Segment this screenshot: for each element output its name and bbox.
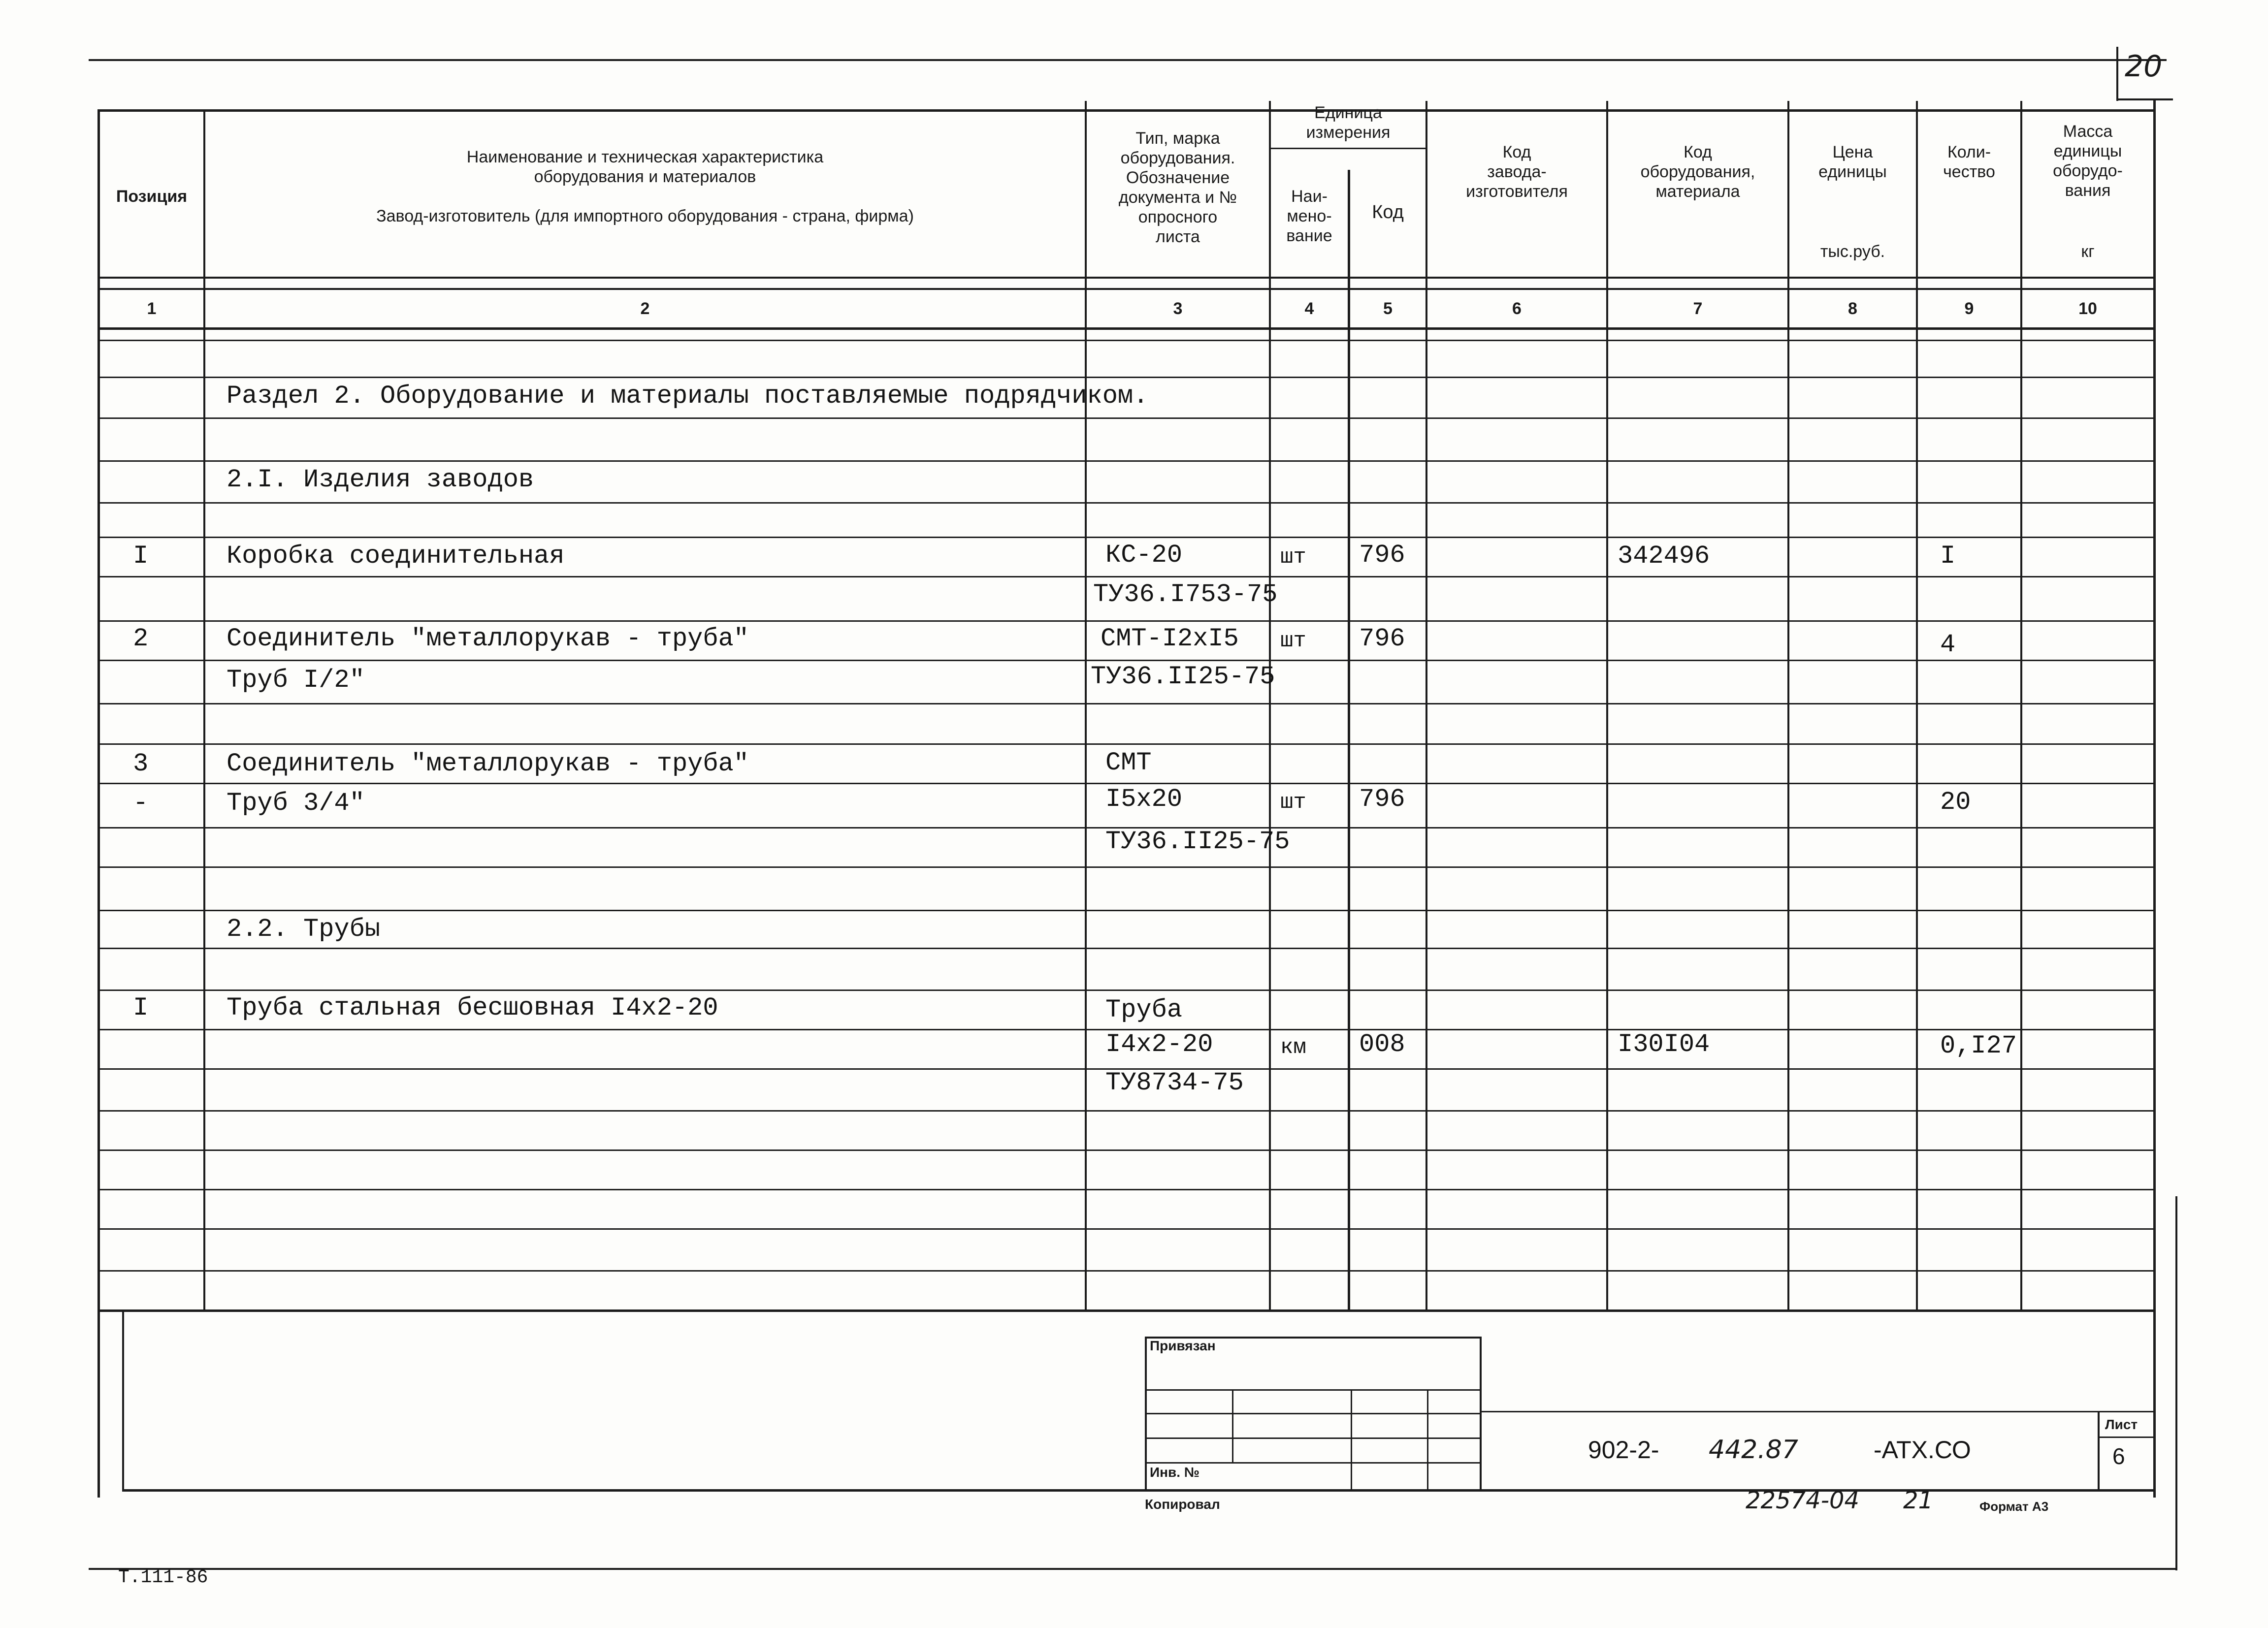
header-plant-code-1: Код <box>1502 143 1531 161</box>
col-divider-8 <box>1916 101 1918 1310</box>
header-mass-unit: кг <box>2081 242 2095 261</box>
row-type: ТУ36.II25-75 <box>1105 827 1290 856</box>
attach-box-vline <box>1427 1389 1428 1490</box>
header-mat-code-3: материала <box>1655 182 1740 201</box>
row-position: I <box>133 542 149 571</box>
row-position: 3 <box>133 749 149 778</box>
table-bottom-line <box>100 1309 2156 1312</box>
header-plant-code-2: завода- <box>1487 162 1547 181</box>
doc-code-handwritten: 442.87 <box>1709 1435 1798 1465</box>
header-mass-2: единицы <box>2053 142 2122 160</box>
row-line <box>100 783 2153 784</box>
row-mat-code: 342496 <box>1618 542 1710 571</box>
doc-code-suffix: -АТХ.СО <box>1874 1436 1971 1464</box>
row-qty: I <box>1940 542 1956 571</box>
col-divider-7 <box>1787 101 1789 1310</box>
col-divider-5 <box>1426 101 1427 1310</box>
col-number-6: 6 <box>1512 299 1522 318</box>
row-name: Труба стальная бесшовная I4x2-20 <box>227 993 718 1022</box>
row-line <box>100 703 2153 704</box>
doc-code-prefix: 902-2- <box>1588 1436 1659 1464</box>
header-unitname-3: вание <box>1286 226 1332 245</box>
col-divider-1 <box>203 109 205 1310</box>
row-type: ТУ36.II25-75 <box>1091 662 1275 691</box>
row-name: Соединитель "металлорукав - труба" <box>227 749 749 778</box>
row-qty: 0,I27 <box>1940 1031 2017 1060</box>
sheet-corner-number: 20 <box>2125 49 2163 84</box>
row-line <box>100 660 2153 661</box>
header-plant-code-3: изготовителя <box>1466 182 1568 201</box>
row-line <box>100 948 2153 949</box>
archive-number-2: 21 <box>1903 1487 1934 1514</box>
subsection-heading: 2.2. Трубы <box>227 915 381 944</box>
header-mass-1: Масса <box>2063 122 2113 141</box>
header-bottom-line <box>97 277 2156 279</box>
row-type: СМТ-I2xI5 <box>1101 624 1239 653</box>
row-line <box>100 620 2153 622</box>
col-number-3: 3 <box>1173 299 1183 318</box>
row-line <box>100 1270 2153 1272</box>
row-code: 008 <box>1359 1030 1405 1059</box>
row-type: I5x20 <box>1105 785 1183 814</box>
attach-box-vline <box>1232 1389 1233 1463</box>
header-mat-code-1: Код <box>1684 143 1712 161</box>
row-unit: шт <box>1280 790 1306 815</box>
row-unit: шт <box>1280 545 1306 570</box>
col-number-7: 7 <box>1693 299 1703 318</box>
col-number-9: 9 <box>1964 299 1974 318</box>
attached-label: Привязан <box>1150 1338 1216 1353</box>
row-type: ТУ36.I753-75 <box>1093 580 1278 609</box>
col-divider-2 <box>1085 101 1087 1310</box>
sheet-label: Лист <box>2105 1417 2138 1432</box>
row-code: 796 <box>1359 785 1405 814</box>
form-code: Т.111-86 <box>118 1567 208 1588</box>
top-rule <box>89 59 2167 61</box>
number-row-top-line <box>97 288 2156 290</box>
row-line <box>100 743 2153 745</box>
sheet-cell-left <box>2098 1411 2100 1491</box>
header-name-line3: Завод-изготовитель (для импортного оборудования - страна, фирма) <box>376 207 914 225</box>
row-type: КС-20 <box>1105 541 1183 570</box>
number-row-bottom-line <box>97 327 2156 330</box>
row-position: 2 <box>133 624 149 653</box>
attach-box-line <box>1145 1437 1482 1439</box>
header-unitname-2: мено- <box>1287 207 1332 225</box>
sheet-cell-line <box>2098 1436 2156 1438</box>
header-name-line2: оборудования и материалов <box>534 167 756 186</box>
header-qty-2: чество <box>1943 162 1995 181</box>
row-line <box>100 910 2153 911</box>
attach-box-line <box>1145 1413 1482 1414</box>
row-unit: км <box>1280 1035 1306 1060</box>
col-number-10: 10 <box>2078 299 2097 318</box>
row-line <box>100 377 2153 378</box>
row-line <box>100 417 2153 419</box>
row-type: ТУ8734-75 <box>1105 1068 1244 1097</box>
row-position: - <box>133 789 149 818</box>
outer-frame-bottom <box>89 1568 2177 1570</box>
table-right-border <box>2153 98 2156 1498</box>
row-line <box>100 1149 2153 1151</box>
attach-box-line <box>1145 1462 1482 1464</box>
col-number-8: 8 <box>1848 299 1857 318</box>
archive-number: 22574-04 <box>1746 1487 1860 1514</box>
header-type-2: оборудования. <box>1120 149 1235 167</box>
attach-box-line <box>1145 1389 1482 1391</box>
col-divider-3 <box>1269 101 1271 1310</box>
col-number-2: 2 <box>640 299 650 318</box>
header-mass-4: вания <box>2065 181 2111 200</box>
col-number-4: 4 <box>1304 299 1314 318</box>
header-qty-1: Коли- <box>1947 143 1991 161</box>
header-mat-code-2: оборудования, <box>1640 162 1755 181</box>
col-divider-9 <box>2020 101 2022 1310</box>
section-heading: Раздел 2. Оборудование и материалы поставляемые подрядчиком. <box>227 382 1149 411</box>
row-name: Соединитель "металлорукав - труба" <box>227 624 749 653</box>
row-name: Труб 3/4" <box>227 789 365 818</box>
header-type-5: опросного <box>1138 208 1218 226</box>
row-line <box>100 1110 2153 1112</box>
corner-box-left <box>2116 47 2118 101</box>
copied-label: Копировал <box>1145 1497 1220 1512</box>
inventory-label: Инв. № <box>1150 1465 1200 1480</box>
header-name-line1: Наименование и техническая характеристика <box>466 148 824 166</box>
header-position: Позиция <box>116 187 188 206</box>
row-line <box>100 990 2153 991</box>
designation-top-line <box>1482 1411 2156 1412</box>
row-line <box>100 1228 2153 1230</box>
col-number-1: 1 <box>147 299 157 318</box>
row-name: Труб I/2" <box>227 666 365 695</box>
header-code: Код <box>1372 202 1404 223</box>
attach-box-vline <box>1351 1389 1352 1490</box>
row-unit: шт <box>1280 629 1306 653</box>
header-unit-1: Единица <box>1314 103 1382 122</box>
header-type-6: листа <box>1156 227 1200 246</box>
header-mass-3: оборудо- <box>2053 161 2123 180</box>
row-type: СМТ <box>1105 748 1152 777</box>
row-code: 796 <box>1359 624 1405 653</box>
sheet-number: 6 <box>2112 1443 2125 1469</box>
header-unit-2: измерения <box>1306 123 1391 142</box>
header-price-1: Цена <box>1832 143 1873 161</box>
subsection-heading: 2.I. Изделия заводов <box>227 465 534 494</box>
corner-box-bottom <box>2116 98 2173 100</box>
row-qty: 4 <box>1940 630 1956 659</box>
stamp-left-border <box>122 1309 124 1492</box>
row-type: Труба <box>1105 995 1183 1024</box>
row-name: Коробка соединительная <box>227 542 565 571</box>
header-type-1: Тип, марка <box>1135 129 1220 148</box>
format-label: Формат А3 <box>1979 1499 2049 1514</box>
row-line <box>100 537 2153 538</box>
row-line <box>100 340 2153 341</box>
header-type-4: документа и № <box>1118 188 1237 207</box>
unit-group-subline <box>1269 148 1426 149</box>
row-qty: 20 <box>1940 788 1971 817</box>
row-line <box>100 1189 2153 1190</box>
table-top-border <box>97 109 2156 112</box>
row-type: I4x2-20 <box>1105 1030 1213 1059</box>
col-number-5: 5 <box>1383 299 1393 318</box>
header-price-2: единицы <box>1818 162 1887 181</box>
col-divider-6 <box>1606 101 1608 1310</box>
row-mat-code: I30I04 <box>1618 1030 1710 1059</box>
row-position: I <box>133 993 149 1022</box>
header-unitname-1: Наи- <box>1291 187 1328 206</box>
row-line <box>100 576 2153 577</box>
row-line <box>100 502 2153 504</box>
row-line <box>100 866 2153 868</box>
header-type-3: Обозначение <box>1126 168 1230 187</box>
row-code: 796 <box>1359 541 1405 570</box>
row-line <box>100 460 2153 462</box>
header-price-unit: тыс.руб. <box>1820 242 1885 261</box>
outer-frame-right <box>2175 1196 2177 1570</box>
